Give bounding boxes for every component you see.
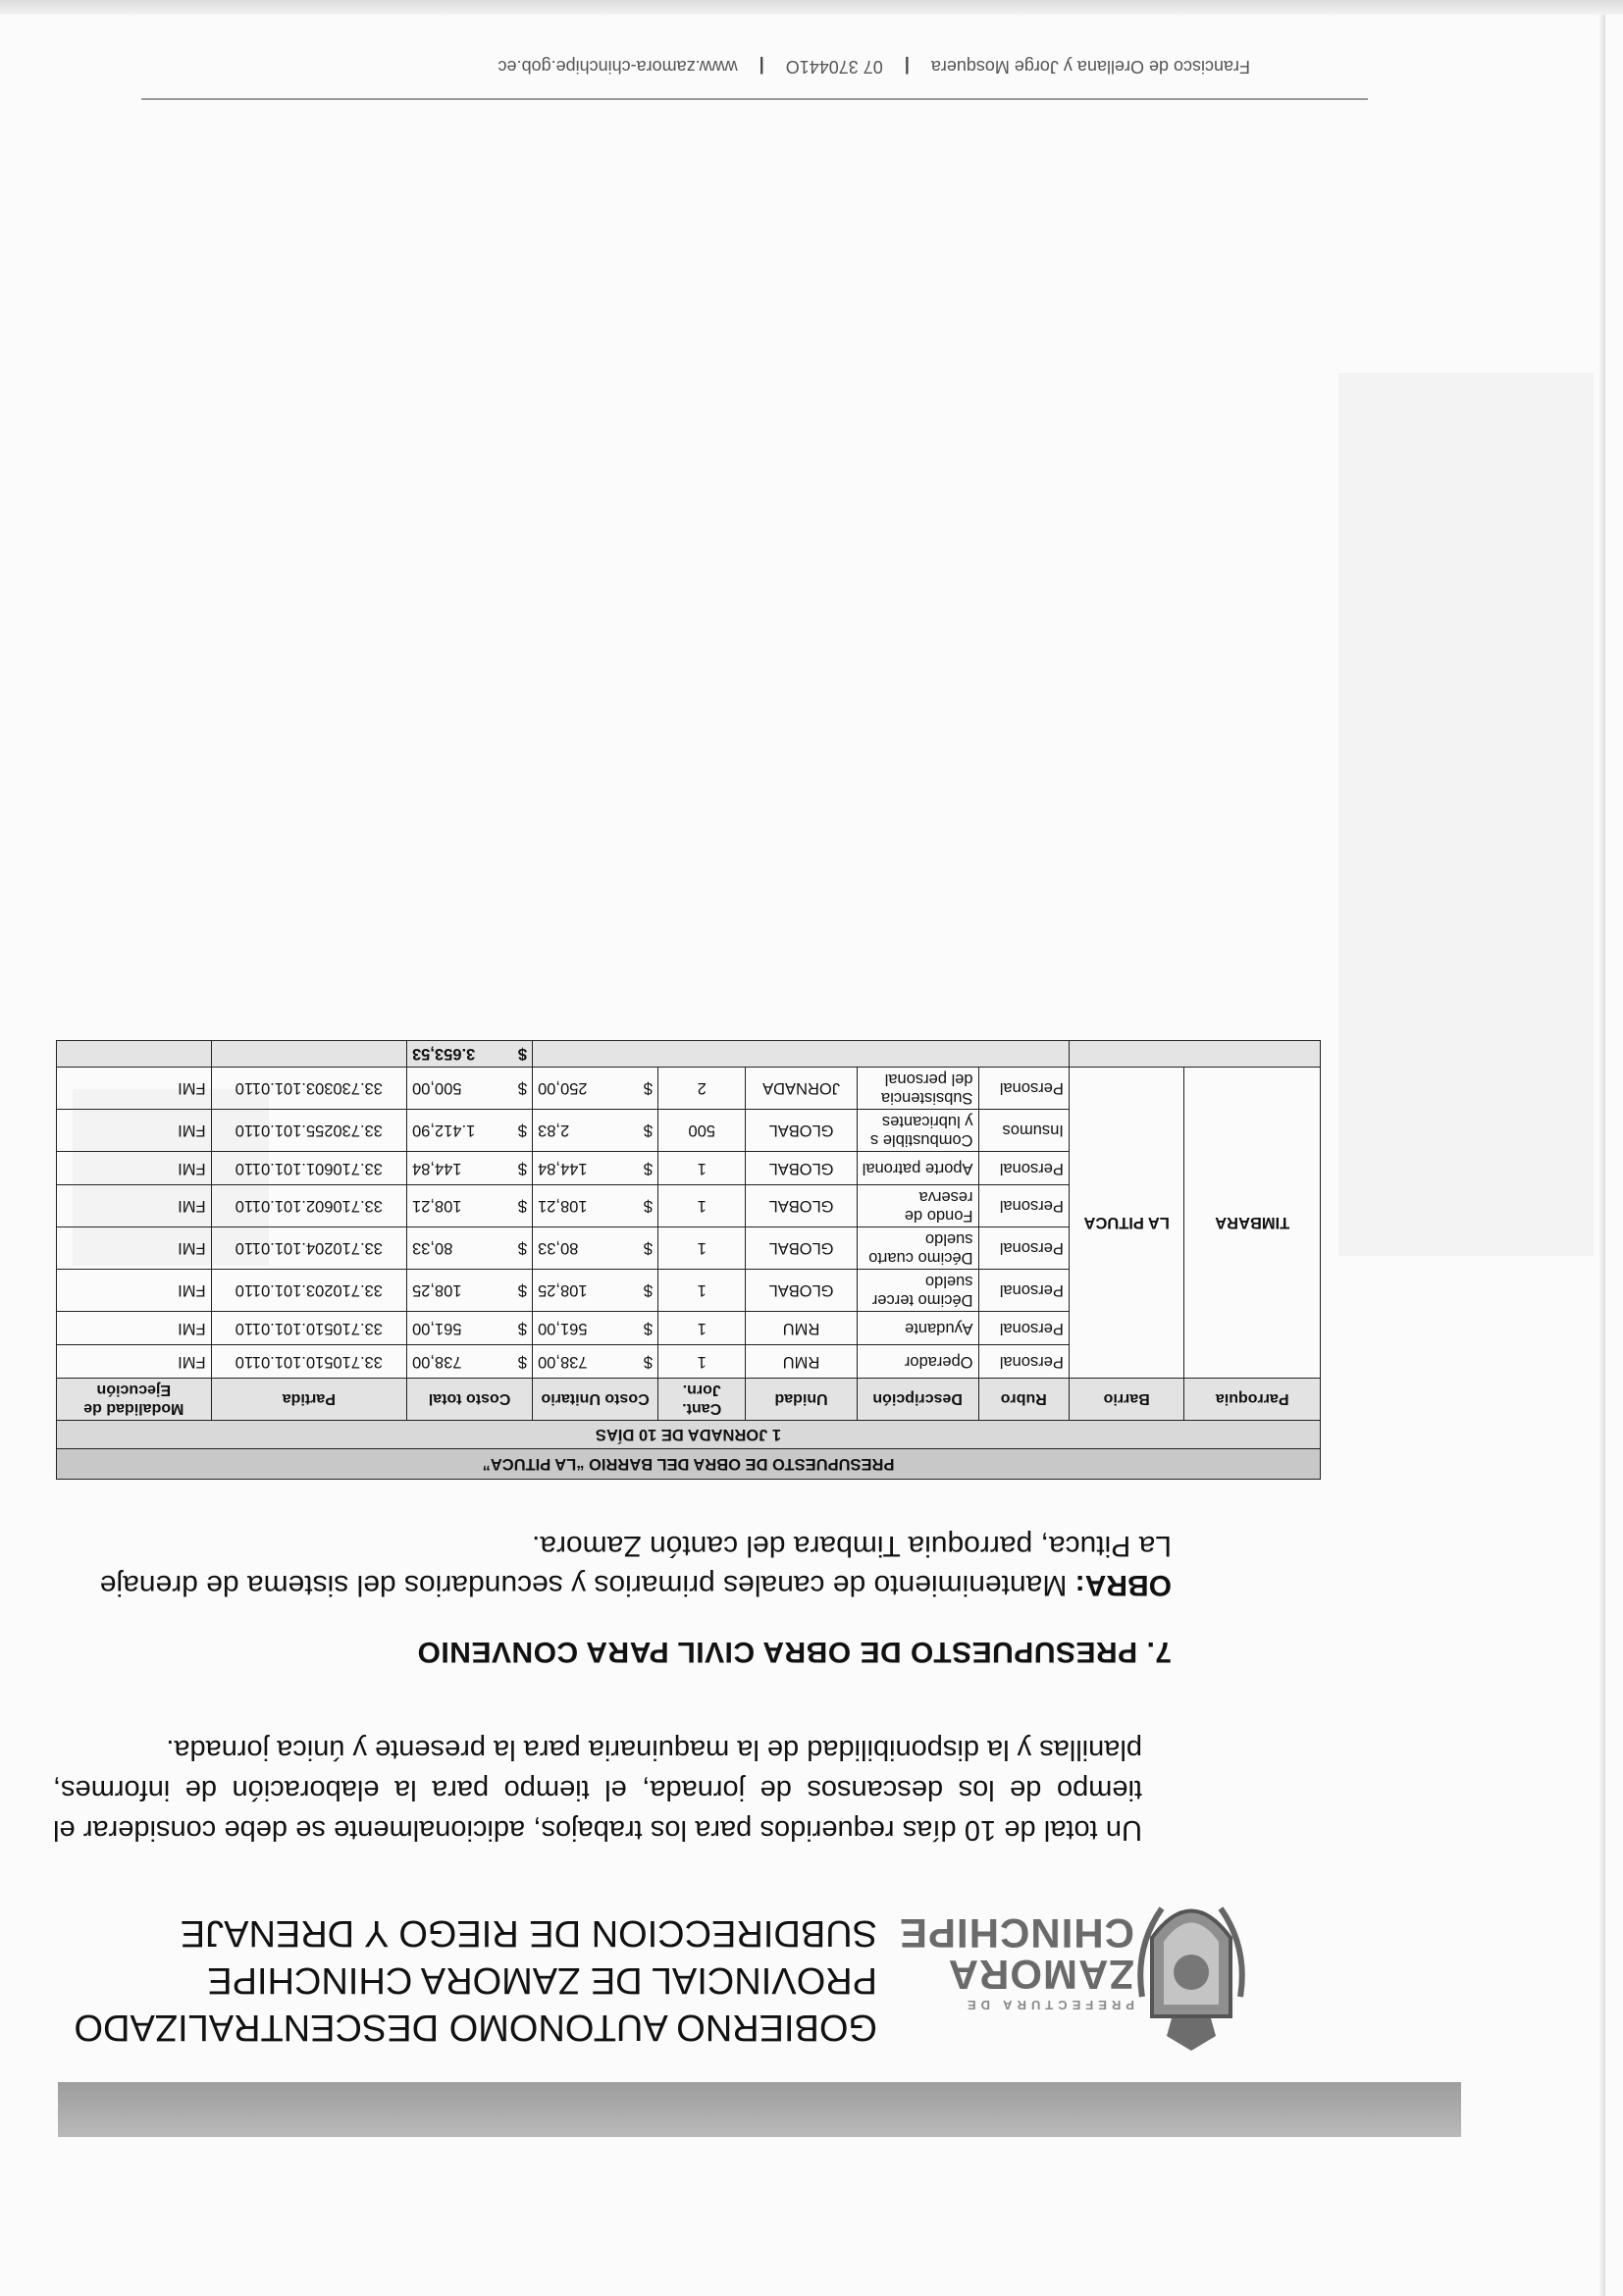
costo-unitario-value: 108,21 xyxy=(538,1197,588,1216)
bleed-through-mark xyxy=(1338,373,1594,1256)
currency-symbol: $ xyxy=(643,1122,654,1140)
currency-symbol: $ xyxy=(643,1239,654,1258)
rubro-cell: Personal xyxy=(978,1185,1069,1227)
footer-website: www.zamora-chinchipe.gob.ec xyxy=(497,57,738,77)
costo-total-value: 1.412,90 xyxy=(412,1122,476,1140)
parroquia-cell: TIMBARA xyxy=(1184,1068,1321,1379)
total-spacer xyxy=(533,1041,1070,1068)
grand-total-cell xyxy=(407,1041,533,1068)
logo-line-2: CHINCHIPE xyxy=(898,1910,1134,1957)
header-costo-unitario: Costo Unitario xyxy=(533,1379,658,1421)
costo-unitario-cell xyxy=(533,1312,658,1345)
costo-total-cell xyxy=(407,1345,533,1379)
table-title: PRESUPUESTO DE OBRA DEL BARRIO “LA PITUCA” xyxy=(57,1449,1321,1480)
table-header-row xyxy=(57,1379,1321,1421)
total-spacer xyxy=(211,1041,406,1068)
institution-header xyxy=(24,1909,877,2051)
unidad-cell: GLOBAL xyxy=(746,1110,857,1152)
cant-cell: 500 xyxy=(658,1110,746,1152)
modalidad-cell: FMI xyxy=(57,1270,212,1312)
costo-unitario-cell xyxy=(533,1345,658,1379)
costo-unitario-cell xyxy=(533,1068,658,1110)
costo-unitario-value: 738,00 xyxy=(538,1353,588,1371)
footer-divider xyxy=(141,98,1368,100)
descripcion-cell: Aporte patronal xyxy=(857,1152,978,1185)
costo-total-value: 738,00 xyxy=(412,1353,462,1371)
header-partida: Partida xyxy=(211,1379,406,1421)
currency-symbol: $ xyxy=(643,1353,654,1371)
costo-unitario-value: 2,83 xyxy=(538,1122,570,1140)
partida-cell: 33.710601.101.0110 xyxy=(211,1152,406,1185)
page-edge-shadow xyxy=(1599,0,1605,2296)
costo-total-value: 500,00 xyxy=(412,1079,462,1098)
costo-total-value: 144,84 xyxy=(412,1160,462,1177)
descripcion-cell: Décimo tercer sueldo xyxy=(857,1270,978,1312)
costo-unitario-value: 250,00 xyxy=(538,1079,588,1098)
costo-total-value: 80,33 xyxy=(412,1239,453,1258)
total-spacer xyxy=(57,1041,212,1068)
costo-unitario-cell xyxy=(533,1110,658,1152)
costo-unitario-value: 80,33 xyxy=(538,1239,579,1258)
costo-total-cell xyxy=(407,1068,533,1110)
prefectura-logo xyxy=(898,1869,1250,2056)
modalidad-cell: FMI xyxy=(57,1227,212,1270)
section-title: 7. PRESUPUESTO DE OBRA CIVIL PARA CONVENIO xyxy=(417,1636,1172,1668)
footer-separator: | xyxy=(904,57,910,77)
currency-symbol: $ xyxy=(643,1320,654,1337)
cant-cell: 1 xyxy=(658,1227,746,1270)
currency-symbol: $ xyxy=(517,1197,528,1216)
modalidad-cell: FMI xyxy=(57,1312,212,1345)
partida-cell: 33.710510.101.0110 xyxy=(211,1345,406,1379)
modalidad-cell: FMI xyxy=(57,1068,212,1110)
obra-label: OBRA: xyxy=(1074,1569,1172,1601)
unidad-cell: GLOBAL xyxy=(746,1185,857,1227)
rubro-cell: Personal xyxy=(978,1227,1069,1270)
header-line-3: SUBDIRECCION DE RIEGO Y DRENAJE xyxy=(180,1912,877,1954)
costo-total-cell xyxy=(407,1110,533,1152)
rubro-cell: Insumos xyxy=(978,1110,1069,1152)
descripcion-cell: Décimo cuarto sueldo xyxy=(857,1227,978,1270)
costo-total-cell xyxy=(407,1312,533,1345)
cant-cell: 1 xyxy=(658,1312,746,1345)
modalidad-cell: FMI xyxy=(57,1110,212,1152)
modalidad-cell: FMI xyxy=(57,1152,212,1185)
descripcion-cell: Fondo de reserva xyxy=(857,1185,978,1227)
unidad-cell: GLOBAL xyxy=(746,1152,857,1185)
currency-symbol: $ xyxy=(643,1281,654,1300)
total-spacer xyxy=(1069,1041,1320,1068)
footer-separator: | xyxy=(759,57,764,77)
costo-unitario-cell xyxy=(533,1152,658,1185)
currency-symbol: $ xyxy=(517,1320,528,1337)
descripcion-cell: Operador xyxy=(857,1345,978,1379)
currency-symbol: $ xyxy=(517,1122,528,1140)
obra-description xyxy=(92,1526,1172,1604)
costo-unitario-value: 108,25 xyxy=(538,1281,588,1300)
header-rubro: Rubro xyxy=(978,1379,1069,1421)
currency-symbol: $ xyxy=(517,1079,528,1098)
partida-cell: 33.730303.101.0110 xyxy=(211,1068,406,1110)
partida-cell: 33.730255.101.0110 xyxy=(211,1110,406,1152)
barrio-cell: LA PITUCA xyxy=(1069,1068,1184,1379)
costo-total-value: 108,25 xyxy=(412,1281,462,1300)
grand-total-value: 3.653,53 xyxy=(412,1045,476,1064)
cant-cell: 1 xyxy=(658,1152,746,1185)
costo-unitario-cell xyxy=(533,1270,658,1312)
costo-unitario-cell xyxy=(533,1185,658,1227)
page-footer xyxy=(269,56,1250,77)
rubro-cell: Personal xyxy=(978,1068,1069,1110)
header-descripcion: Descripción xyxy=(857,1379,978,1421)
header-cant: Cant. Jorn. xyxy=(658,1379,746,1421)
rubro-cell: Personal xyxy=(978,1345,1069,1379)
footer-phone: 07 370441O xyxy=(785,57,883,77)
header-parroquia: Parroquia xyxy=(1184,1379,1321,1421)
page-bottom-edge xyxy=(0,0,1623,15)
rubro-cell: Personal xyxy=(978,1152,1069,1185)
currency-symbol: $ xyxy=(643,1079,654,1098)
costo-unitario-cell xyxy=(533,1227,658,1270)
cant-cell: 2 xyxy=(658,1068,746,1110)
costo-total-cell xyxy=(407,1227,533,1270)
costo-total-value: 108,21 xyxy=(412,1197,462,1216)
unidad-cell: GLOBAL xyxy=(746,1270,857,1312)
currency-symbol: $ xyxy=(643,1197,654,1216)
budget-table xyxy=(56,1040,1321,1480)
costo-total-cell xyxy=(407,1152,533,1185)
currency-symbol: $ xyxy=(517,1045,528,1064)
unidad-cell: RMU xyxy=(746,1345,857,1379)
currency-symbol: $ xyxy=(517,1281,528,1300)
table-body xyxy=(57,1068,1321,1379)
cant-cell: 1 xyxy=(658,1345,746,1379)
costo-total-value: 561,00 xyxy=(412,1320,462,1337)
coat-of-arms-icon xyxy=(1132,1869,1250,2056)
footer-address: Francisco de Orellana y Jorge Mosquera xyxy=(930,57,1250,77)
currency-symbol: $ xyxy=(517,1353,528,1371)
partida-cell: 33.710203.101.0110 xyxy=(211,1270,406,1312)
cant-cell: 1 xyxy=(658,1270,746,1312)
header-line-1: GOBIERNO AUTONOMO DESCENTRALIZADO xyxy=(74,2007,877,2048)
header-modalidad: Modalidad de Ejecución xyxy=(57,1379,212,1421)
costo-total-cell xyxy=(407,1270,533,1312)
descripcion-cell: Ayudante xyxy=(857,1312,978,1345)
header-line-2: PROVINCIAL DE ZAMORA CHINCHIPE xyxy=(207,1959,877,2001)
unidad-cell: RMU xyxy=(746,1312,857,1345)
table-subtitle: 1 JORNADA DE 10 DÍAS xyxy=(57,1421,1321,1449)
rubro-cell: Personal xyxy=(978,1312,1069,1345)
costo-unitario-value: 561,00 xyxy=(538,1320,588,1337)
currency-symbol: $ xyxy=(643,1160,654,1177)
header-unidad: Unidad xyxy=(746,1379,857,1421)
obra-text: Mantenimiento de canales primarios y secundarios del sistema de drenaje La Pituca, parroquia Timbara del cantón Zamora. xyxy=(99,1530,1172,1601)
table-total-row xyxy=(57,1041,1321,1068)
logo-line-1: ZAMORA xyxy=(947,1952,1134,1999)
modalidad-cell: FMI xyxy=(57,1185,212,1227)
currency-symbol: $ xyxy=(517,1160,528,1177)
currency-symbol: $ xyxy=(517,1239,528,1258)
header-costo-total: Costo total xyxy=(407,1379,533,1421)
header-barrio: Barrio xyxy=(1069,1379,1184,1421)
modalidad-cell: FMI xyxy=(57,1345,212,1379)
unidad-cell: GLOBAL xyxy=(746,1227,857,1270)
descripcion-cell: Combustible s y lubricantes xyxy=(857,1110,978,1152)
rubro-cell: Personal xyxy=(978,1270,1069,1312)
costo-unitario-value: 144,84 xyxy=(538,1160,588,1177)
partida-cell: 33.710602.101.0110 xyxy=(211,1185,406,1227)
logo-small-text: PREFECTURA DE xyxy=(962,1998,1134,2013)
intro-paragraph: Un total de 10 días requeridos para los trabajos, adicionalmente se debe considerar el tiempo de los descansos de jornada, el tiempo para la elaboración de informes, planillas y la disponibilidad de la maquinaria para la presente y única jornada. xyxy=(53,1734,1142,1846)
descripcion-cell: Subsistencia del personal xyxy=(857,1068,978,1110)
partida-cell: 33.710510.101.0110 xyxy=(211,1312,406,1345)
table-row xyxy=(57,1345,1321,1379)
partida-cell: 33.710204.101.0110 xyxy=(211,1227,406,1270)
costo-total-cell xyxy=(407,1185,533,1227)
unidad-cell: JORNADA xyxy=(746,1068,857,1110)
header-banner xyxy=(58,2082,1461,2137)
cant-cell: 1 xyxy=(658,1185,746,1227)
